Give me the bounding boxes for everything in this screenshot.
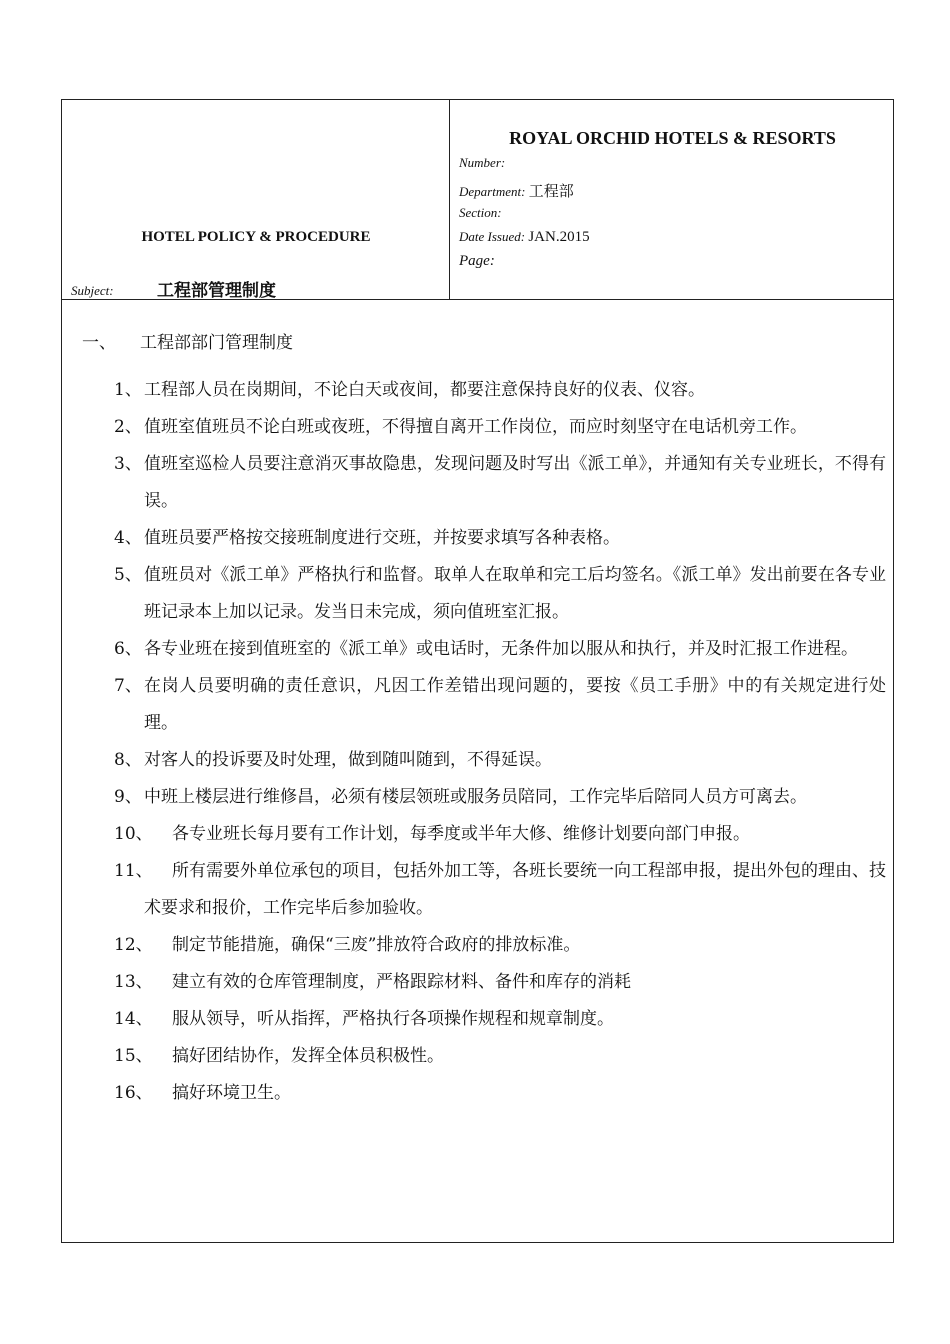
department-value: 工程部 [528, 184, 574, 200]
list-item [114, 927, 886, 964]
header-divider [62, 299, 893, 300]
list-item [114, 816, 886, 853]
item-text: 值班室巡检人员要注意消灭事故隐患，发现问题及时写出《派工单》，并通知有关专业班长，不得有误。 [144, 454, 886, 511]
item-number: 3、 [114, 454, 142, 474]
section-field [459, 205, 502, 222]
list-item [114, 668, 886, 742]
item-number: 10、 [114, 824, 153, 844]
item-number: 6、 [114, 639, 142, 659]
list-item [114, 1038, 886, 1075]
number-label: Number: [459, 155, 506, 170]
policy-title: HOTEL POLICY & PROCEDURE [141, 229, 371, 245]
item-text: 建立有效的仓库管理制度，严格跟踪材料、备件和库存的消耗 [172, 972, 631, 992]
item-text: 制定节能措施，确保“三废”排放符合政府的排放标准。 [172, 935, 581, 955]
item-text: 各专业班长每月要有工作计划，每季度或半年大修、维修计划要向部门申报。 [172, 824, 750, 844]
list-item [114, 1075, 886, 1112]
date-label: Date Issued: [459, 229, 526, 244]
rules-list [114, 372, 886, 1112]
item-number: 1、 [114, 380, 142, 400]
page-field [459, 253, 495, 270]
item-number: 9、 [114, 787, 142, 807]
list-item [114, 409, 886, 446]
subject-label: Subject: [71, 283, 114, 298]
item-text: 值班室值班员不论白班或夜班，不得擅自离开工作岗位，而应时刻坚守在电话机旁工作。 [144, 417, 807, 437]
list-item [114, 964, 886, 1001]
company-name: ROYAL ORCHID HOTELS & RESORTS [509, 128, 836, 148]
list-item [114, 372, 886, 409]
page-label: Page: [459, 253, 495, 269]
section-heading [82, 328, 293, 353]
item-text: 搞好团结协作，发挥全体员积极性。 [172, 1046, 444, 1066]
item-number: 8、 [114, 750, 142, 770]
item-text: 各专业班在接到值班室的《派工单》或电话时，无条件加以服从和执行，并及时汇报工作进程。 [144, 639, 858, 659]
section-title: 工程部部门管理制度 [140, 333, 293, 353]
item-number: 4、 [114, 528, 142, 548]
list-item [114, 742, 886, 779]
item-text: 所有需要外单位承包的项目，包括外加工等，各班长要统一向工程部申报，提出外包的理由、技术要求和报价，工作完毕后参加验收。 [144, 861, 886, 918]
item-number: 5、 [114, 565, 142, 585]
list-item [114, 631, 886, 668]
item-number: 14、 [114, 1009, 153, 1029]
header-left-cell [62, 100, 450, 300]
list-item [114, 1001, 886, 1038]
item-text: 值班员对《派工单》严格执行和监督。取单人在取单和完工后均签名。《派工单》发出前要在各专业班记录本上加以记录。发当日未完成，须向值班室汇报。 [144, 565, 886, 622]
list-item [114, 520, 886, 557]
list-item [114, 446, 886, 520]
date-field [459, 229, 590, 246]
list-item [114, 853, 886, 927]
section-number: 一、 [82, 333, 116, 353]
item-number: 12、 [114, 935, 153, 955]
policy-document-frame [61, 99, 894, 1243]
item-text: 对客人的投诉要及时处理，做到随叫随到，不得延误。 [144, 750, 552, 770]
item-number: 16、 [114, 1083, 153, 1103]
item-text: 值班员要严格按交接班制度进行交班，并按要求填写各种表格。 [144, 528, 620, 548]
list-item [114, 779, 886, 816]
item-text: 搞好环境卫生。 [172, 1083, 291, 1103]
department-field [459, 180, 574, 201]
department-label: Department: [459, 184, 526, 199]
item-text: 服从领导，听从指挥，严格执行各项操作规程和规章制度。 [172, 1009, 614, 1029]
item-text: 在岗人员要明确的责任意识，凡因工作差错出现问题的，要按《员工手册》中的有关规定进行处理。 [144, 676, 886, 733]
section-label: Section: [459, 205, 502, 220]
item-number: 13、 [114, 972, 153, 992]
item-number: 15、 [114, 1046, 153, 1066]
item-number: 7、 [114, 676, 142, 696]
item-number: 2、 [114, 417, 142, 437]
number-field [459, 155, 505, 172]
item-number: 11、 [114, 861, 153, 881]
item-text: 工程部人员在岗期间，不论白天或夜间，都要注意保持良好的仪表、仪容。 [144, 380, 705, 400]
subject-value: 工程部管理制度 [157, 281, 276, 301]
list-item [114, 557, 886, 631]
date-value: JAN.2015 [528, 229, 590, 245]
item-text: 中班上楼层进行维修昌，必须有楼层领班或服务员陪同，工作完毕后陪同人员方可离去。 [144, 787, 807, 807]
